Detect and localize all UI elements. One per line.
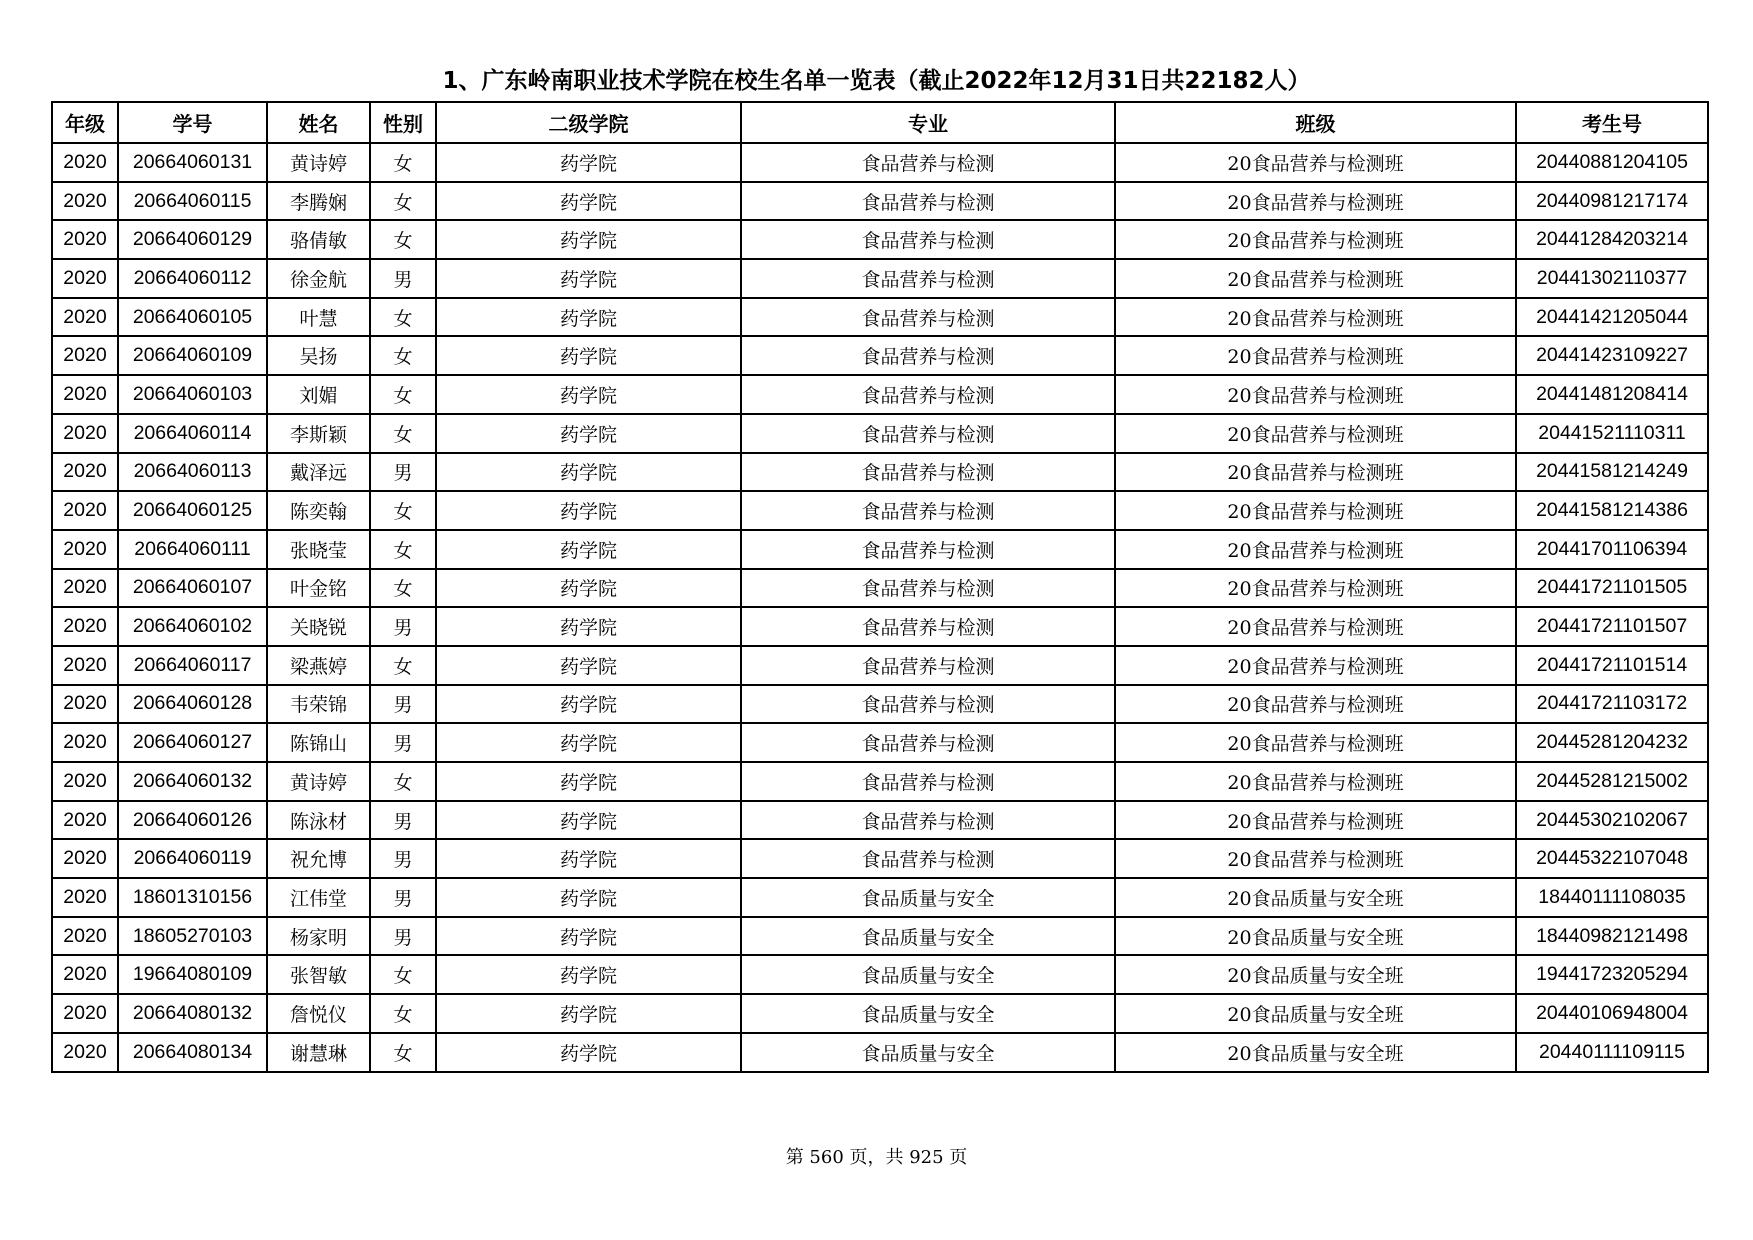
cell-student-id: 20664060103 [118,375,267,414]
cell-gender: 男 [370,801,436,840]
cell-name: 黄诗婷 [267,762,370,801]
table-row [52,491,1708,530]
cell-college: 药学院 [436,259,741,298]
cell-name: 关晓锐 [267,607,370,646]
cell-class: 20食品营养与检测班 [1115,143,1516,182]
cell-grade: 2020 [52,1033,118,1072]
cell-college: 药学院 [436,801,741,840]
page-footer: 第 560 页，共 925 页 [785,1147,968,1168]
cell-name: 刘媚 [267,375,370,414]
column-header-student-id: 学号 [118,102,267,143]
cell-class: 20食品质量与安全班 [1115,1033,1516,1072]
cell-student-id: 20664060111 [118,530,267,569]
cell-major: 食品营养与检测 [741,646,1115,685]
cell-major: 食品质量与安全 [741,917,1115,956]
cell-exam-id: 20445302102067 [1516,801,1708,840]
cell-student-id: 20664060115 [118,182,267,221]
cell-gender: 女 [370,569,436,608]
cell-major: 食品营养与检测 [741,336,1115,375]
cell-major: 食品营养与检测 [741,801,1115,840]
student-table [51,101,1709,1073]
cell-college: 药学院 [436,955,741,994]
table-row [52,375,1708,414]
cell-gender: 男 [370,723,436,762]
cell-student-id: 20664060131 [118,143,267,182]
cell-grade: 2020 [52,955,118,994]
cell-student-id: 18605270103 [118,917,267,956]
table-row [52,298,1708,337]
cell-gender: 男 [370,685,436,724]
table-row [52,607,1708,646]
cell-exam-id: 20445322107048 [1516,839,1708,878]
cell-class: 20食品营养与检测班 [1115,569,1516,608]
cell-class: 20食品营养与检测班 [1115,298,1516,337]
column-header-gender: 性别 [370,102,436,143]
column-header-exam-id: 考生号 [1516,102,1708,143]
cell-college: 药学院 [436,723,741,762]
cell-exam-id: 20441521110311 [1516,414,1708,453]
cell-grade: 2020 [52,878,118,917]
cell-college: 药学院 [436,453,741,492]
cell-major: 食品质量与安全 [741,1033,1115,1072]
table-row [52,182,1708,221]
cell-name: 祝允博 [267,839,370,878]
cell-major: 食品营养与检测 [741,839,1115,878]
cell-exam-id: 20440881204105 [1516,143,1708,182]
table-row [52,917,1708,956]
cell-grade: 2020 [52,491,118,530]
cell-college: 药学院 [436,220,741,259]
cell-name: 张智敏 [267,955,370,994]
cell-student-id: 20664060125 [118,491,267,530]
cell-major: 食品质量与安全 [741,878,1115,917]
cell-class: 20食品质量与安全班 [1115,878,1516,917]
cell-exam-id: 20441421205044 [1516,298,1708,337]
cell-major: 食品营养与检测 [741,414,1115,453]
cell-college: 药学院 [436,762,741,801]
table-row [52,414,1708,453]
table-header-row [52,102,1708,143]
cell-student-id: 18601310156 [118,878,267,917]
cell-gender: 女 [370,530,436,569]
cell-name: 黄诗婷 [267,143,370,182]
cell-name: 陈奕翰 [267,491,370,530]
cell-gender: 女 [370,955,436,994]
cell-college: 药学院 [436,685,741,724]
cell-gender: 男 [370,917,436,956]
cell-exam-id: 20441721101507 [1516,607,1708,646]
cell-college: 药学院 [436,491,741,530]
cell-gender: 女 [370,298,436,337]
cell-exam-id: 20441284203214 [1516,220,1708,259]
column-header-grade: 年级 [52,102,118,143]
cell-exam-id: 20440111109115 [1516,1033,1708,1072]
cell-class: 20食品质量与安全班 [1115,917,1516,956]
cell-exam-id: 20441481208414 [1516,375,1708,414]
cell-class: 20食品营养与检测班 [1115,607,1516,646]
table-row [52,220,1708,259]
cell-grade: 2020 [52,182,118,221]
cell-student-id: 20664060109 [118,336,267,375]
cell-college: 药学院 [436,414,741,453]
cell-major: 食品营养与检测 [741,453,1115,492]
table-row [52,646,1708,685]
cell-class: 20食品质量与安全班 [1115,994,1516,1033]
cell-gender: 女 [370,1033,436,1072]
cell-college: 药学院 [436,182,741,221]
cell-class: 20食品营养与检测班 [1115,182,1516,221]
cell-student-id: 20664060112 [118,259,267,298]
cell-student-id: 20664080132 [118,994,267,1033]
cell-gender: 女 [370,182,436,221]
cell-major: 食品营养与检测 [741,530,1115,569]
cell-student-id: 20664060117 [118,646,267,685]
cell-name: 詹悦仪 [267,994,370,1033]
cell-exam-id: 20441721101505 [1516,569,1708,608]
column-header-college: 二级学院 [436,102,741,143]
cell-student-id: 20664060113 [118,453,267,492]
cell-name: 叶慧 [267,298,370,337]
cell-class: 20食品营养与检测班 [1115,530,1516,569]
cell-college: 药学院 [436,1033,741,1072]
cell-major: 食品营养与检测 [741,762,1115,801]
table-row [52,878,1708,917]
table-row [52,723,1708,762]
table-row [52,530,1708,569]
cell-college: 药学院 [436,839,741,878]
cell-name: 叶金铭 [267,569,370,608]
cell-name: 杨家明 [267,917,370,956]
page-title: 1、广东岭南职业技术学院在校生名单一览表（截止2022年12月31日共22182人） [442,68,1311,94]
cell-grade: 2020 [52,298,118,337]
cell-college: 药学院 [436,530,741,569]
cell-gender: 女 [370,491,436,530]
cell-name: 梁燕婷 [267,646,370,685]
cell-college: 药学院 [436,994,741,1033]
cell-student-id: 20664060129 [118,220,267,259]
cell-major: 食品营养与检测 [741,220,1115,259]
cell-major: 食品营养与检测 [741,259,1115,298]
cell-college: 药学院 [436,917,741,956]
cell-grade: 2020 [52,646,118,685]
cell-class: 20食品营养与检测班 [1115,453,1516,492]
table-body [52,143,1708,1072]
table-row [52,685,1708,724]
cell-major: 食品营养与检测 [741,298,1115,337]
cell-major: 食品营养与检测 [741,569,1115,608]
cell-gender: 女 [370,646,436,685]
cell-major: 食品质量与安全 [741,994,1115,1033]
cell-name: 张晓莹 [267,530,370,569]
table-row [52,801,1708,840]
cell-name: 陈泳材 [267,801,370,840]
cell-grade: 2020 [52,453,118,492]
cell-class: 20食品营养与检测班 [1115,336,1516,375]
cell-name: 李斯颖 [267,414,370,453]
cell-exam-id: 18440111108035 [1516,878,1708,917]
cell-student-id: 20664060114 [118,414,267,453]
cell-class: 20食品营养与检测班 [1115,259,1516,298]
cell-gender: 女 [370,336,436,375]
cell-exam-id: 20440981217174 [1516,182,1708,221]
cell-exam-id: 20441721103172 [1516,685,1708,724]
cell-grade: 2020 [52,839,118,878]
cell-grade: 2020 [52,762,118,801]
cell-grade: 2020 [52,917,118,956]
cell-exam-id: 18440982121498 [1516,917,1708,956]
cell-exam-id: 20441581214249 [1516,453,1708,492]
cell-major: 食品营养与检测 [741,182,1115,221]
table-row [52,762,1708,801]
cell-class: 20食品营养与检测班 [1115,491,1516,530]
cell-exam-id: 20445281215002 [1516,762,1708,801]
cell-grade: 2020 [52,143,118,182]
cell-exam-id: 19441723205294 [1516,955,1708,994]
cell-student-id: 20664080134 [118,1033,267,1072]
cell-class: 20食品营养与检测班 [1115,839,1516,878]
cell-exam-id: 20441701106394 [1516,530,1708,569]
cell-grade: 2020 [52,336,118,375]
cell-exam-id: 20441423109227 [1516,336,1708,375]
cell-grade: 2020 [52,259,118,298]
cell-name: 谢慧琳 [267,1033,370,1072]
cell-gender: 男 [370,259,436,298]
cell-gender: 女 [370,143,436,182]
cell-gender: 男 [370,878,436,917]
cell-name: 吴扬 [267,336,370,375]
table-row [52,955,1708,994]
cell-class: 20食品营养与检测班 [1115,375,1516,414]
cell-college: 药学院 [436,375,741,414]
cell-grade: 2020 [52,685,118,724]
cell-class: 20食品营养与检测班 [1115,646,1516,685]
cell-grade: 2020 [52,220,118,259]
cell-gender: 女 [370,414,436,453]
cell-exam-id: 20440106948004 [1516,994,1708,1033]
cell-student-id: 20664060128 [118,685,267,724]
table-row [52,994,1708,1033]
cell-exam-id: 20441721101514 [1516,646,1708,685]
column-header-major: 专业 [741,102,1115,143]
cell-student-id: 19664080109 [118,955,267,994]
cell-name: 戴泽远 [267,453,370,492]
cell-grade: 2020 [52,607,118,646]
cell-class: 20食品质量与安全班 [1115,955,1516,994]
cell-class: 20食品营养与检测班 [1115,762,1516,801]
cell-grade: 2020 [52,801,118,840]
cell-exam-id: 20441581214386 [1516,491,1708,530]
cell-gender: 女 [370,220,436,259]
cell-name: 徐金航 [267,259,370,298]
cell-college: 药学院 [436,607,741,646]
cell-college: 药学院 [436,298,741,337]
cell-grade: 2020 [52,723,118,762]
cell-college: 药学院 [436,569,741,608]
table-row [52,569,1708,608]
cell-grade: 2020 [52,569,118,608]
cell-major: 食品营养与检测 [741,607,1115,646]
cell-gender: 女 [370,994,436,1033]
cell-college: 药学院 [436,143,741,182]
table-row [52,143,1708,182]
cell-grade: 2020 [52,994,118,1033]
cell-grade: 2020 [52,414,118,453]
cell-exam-id: 20445281204232 [1516,723,1708,762]
cell-college: 药学院 [436,336,741,375]
cell-major: 食品营养与检测 [741,143,1115,182]
table-row [52,1033,1708,1072]
cell-student-id: 20664060102 [118,607,267,646]
cell-major: 食品营养与检测 [741,375,1115,414]
cell-class: 20食品营养与检测班 [1115,220,1516,259]
cell-name: 骆倩敏 [267,220,370,259]
cell-college: 药学院 [436,878,741,917]
cell-grade: 2020 [52,530,118,569]
table-row [52,336,1708,375]
cell-student-id: 20664060127 [118,723,267,762]
cell-student-id: 20664060132 [118,762,267,801]
table-row [52,839,1708,878]
column-header-name: 姓名 [267,102,370,143]
cell-major: 食品营养与检测 [741,685,1115,724]
cell-gender: 女 [370,375,436,414]
column-header-class: 班级 [1115,102,1516,143]
cell-gender: 女 [370,762,436,801]
cell-student-id: 20664060105 [118,298,267,337]
table-row [52,259,1708,298]
cell-class: 20食品营养与检测班 [1115,801,1516,840]
cell-major: 食品质量与安全 [741,955,1115,994]
table-row [52,453,1708,492]
cell-major: 食品营养与检测 [741,723,1115,762]
cell-name: 韦荣锦 [267,685,370,724]
cell-name: 李腾娴 [267,182,370,221]
cell-exam-id: 20441302110377 [1516,259,1708,298]
cell-class: 20食品营养与检测班 [1115,723,1516,762]
cell-class: 20食品营养与检测班 [1115,414,1516,453]
cell-student-id: 20664060119 [118,839,267,878]
cell-major: 食品营养与检测 [741,491,1115,530]
cell-name: 陈锦山 [267,723,370,762]
cell-name: 江伟堂 [267,878,370,917]
cell-college: 药学院 [436,646,741,685]
cell-gender: 男 [370,607,436,646]
cell-student-id: 20664060126 [118,801,267,840]
cell-gender: 男 [370,839,436,878]
cell-gender: 男 [370,453,436,492]
cell-student-id: 20664060107 [118,569,267,608]
cell-grade: 2020 [52,375,118,414]
cell-class: 20食品营养与检测班 [1115,685,1516,724]
